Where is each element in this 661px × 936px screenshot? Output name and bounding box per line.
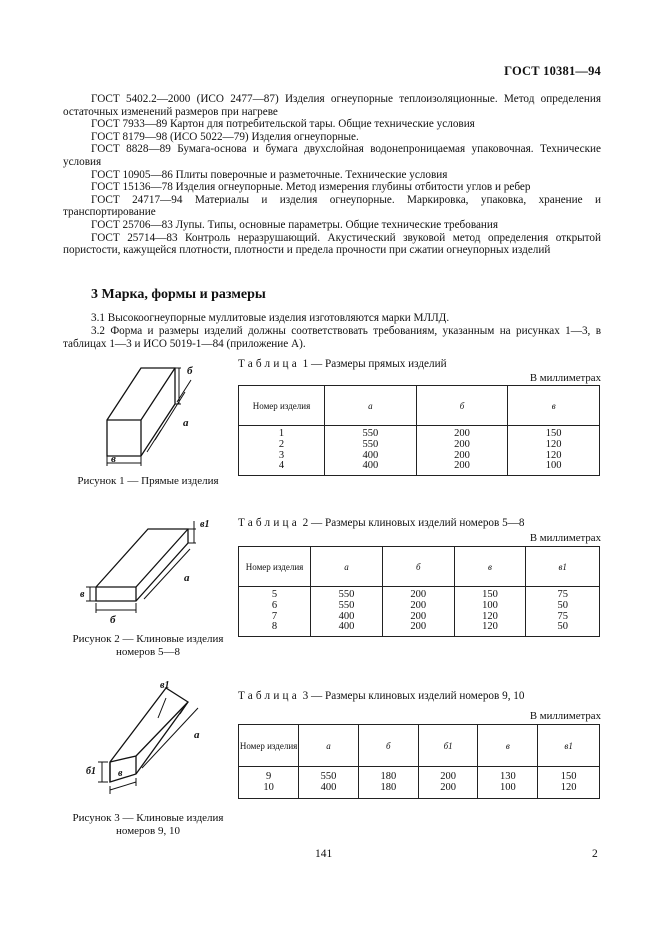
cell: 130 bbox=[499, 770, 516, 782]
table-row bbox=[239, 426, 600, 476]
cell: 200 bbox=[440, 770, 456, 782]
table-2-header: Номер изделия bbox=[239, 547, 311, 587]
cell: 1 bbox=[278, 427, 285, 439]
figure-2-label-b: б bbox=[110, 614, 116, 625]
table-3-unit: В миллиметрах bbox=[529, 710, 601, 722]
cell: 550 bbox=[338, 588, 355, 600]
cell: 75 bbox=[557, 610, 568, 622]
table-2-unit: В миллиметрах bbox=[529, 532, 601, 544]
cell: 120 bbox=[545, 438, 562, 450]
figure-3-label-v: в bbox=[118, 768, 123, 779]
cell: 50 bbox=[557, 599, 568, 611]
cell: 400 bbox=[338, 610, 355, 622]
table-2-header: в1 bbox=[526, 547, 600, 587]
page-number-center: 141 bbox=[315, 848, 333, 860]
cell: 400 bbox=[320, 781, 337, 793]
cell: 200 bbox=[410, 610, 427, 622]
table-2-header: а bbox=[311, 547, 383, 587]
table-1-caption-word: Таблица bbox=[238, 358, 300, 370]
figure-2-caption: Рисунок 2 — Клиновые изделия номеров 5—8 bbox=[72, 633, 224, 658]
table-3-header: в bbox=[478, 725, 538, 767]
table-1-col-a bbox=[325, 426, 417, 476]
table-1-unit: В миллиметрах bbox=[529, 372, 601, 384]
cell: 200 bbox=[454, 449, 470, 461]
cell: 120 bbox=[560, 781, 577, 793]
cell: 120 bbox=[482, 610, 498, 622]
cell: 120 bbox=[482, 621, 498, 633]
cell: 4 bbox=[278, 460, 285, 472]
cell: 100 bbox=[499, 781, 516, 793]
table-3-caption-word: Таблица bbox=[238, 690, 300, 702]
table-row bbox=[239, 767, 600, 799]
table-2-caption-word: Таблица bbox=[238, 517, 300, 529]
table-2-col-v bbox=[454, 587, 526, 637]
table-2-col-a bbox=[311, 587, 383, 637]
cell: 550 bbox=[338, 599, 355, 611]
figure-1-label-a: а bbox=[183, 417, 189, 429]
figure-3-caption: Рисунок 3 — Клиновые изделия номеров 9, 10 bbox=[72, 812, 224, 837]
table-3-header: б bbox=[358, 725, 418, 767]
cell: 7 bbox=[271, 610, 278, 622]
figure-1-straight-brick-drawing bbox=[95, 358, 215, 470]
cell: 8 bbox=[271, 621, 278, 633]
table-3-caption bbox=[238, 690, 524, 702]
section-title: 3 Марка, формы и размеры bbox=[91, 287, 266, 302]
cell: 6 bbox=[271, 599, 278, 611]
table-3-col-v1 bbox=[538, 767, 600, 799]
figure-1-label-v: в bbox=[111, 453, 116, 465]
cell: 200 bbox=[454, 460, 470, 472]
table-2-col-b bbox=[382, 587, 454, 637]
cell: 10 bbox=[263, 781, 274, 793]
cell: 5 bbox=[271, 588, 278, 600]
cell: 3 bbox=[278, 449, 285, 461]
reference-item: ГОСТ 24717—94 Материалы и изделия огнеупорные. Маркировка, упаковка, хранение и транспортирование bbox=[63, 193, 601, 219]
cell: 100 bbox=[545, 460, 562, 472]
reference-item: ГОСТ 25714—83 Контроль неразрушающий. Акустический звуковой метод определения открытой пористости, кажущейся плотности, плотности и предела прочности при сжатии огнеупорных изделий bbox=[63, 231, 601, 257]
table-1-header: в bbox=[508, 386, 600, 426]
cell: 150 bbox=[545, 427, 562, 439]
table-1-header: Номер изделия bbox=[239, 386, 325, 426]
cell: 200 bbox=[440, 781, 456, 793]
table-1 bbox=[238, 385, 600, 476]
cell: 400 bbox=[362, 449, 379, 461]
table-3-header: б1 bbox=[418, 725, 478, 767]
table-3-header: в1 bbox=[538, 725, 600, 767]
reference-item: ГОСТ 25706—83 Лупы. Типы, основные параметры. Общие технические требования bbox=[91, 218, 499, 231]
cell: 100 bbox=[482, 599, 498, 611]
table-1-col-b bbox=[416, 426, 508, 476]
table-2-caption-text: 2 — Размеры клиновых изделий номеров 5—8 bbox=[302, 517, 525, 529]
cell: 400 bbox=[338, 621, 355, 633]
cell: 150 bbox=[482, 588, 498, 600]
document-code-header: ГОСТ 10381—94 bbox=[504, 64, 601, 78]
table-1-header: а bbox=[325, 386, 417, 426]
cell: 400 bbox=[362, 460, 379, 472]
table-2-header: в bbox=[454, 547, 526, 587]
cell: 180 bbox=[380, 781, 397, 793]
cell: 200 bbox=[410, 621, 427, 633]
page-number-right: 2 bbox=[592, 848, 598, 860]
cell: 180 bbox=[380, 770, 397, 782]
reference-item: ГОСТ 8828—89 Бумага-основа и бумага двухслойная водонепроницаемая упаковочная. Технические условия bbox=[63, 143, 601, 168]
cell: 550 bbox=[362, 438, 379, 450]
table-2-col-number bbox=[239, 587, 311, 637]
table-3 bbox=[238, 724, 600, 799]
table-3-col-b1 bbox=[418, 767, 478, 799]
reference-item: ГОСТ 7933—89 Картон для потребительской тары. Общие технические условия bbox=[91, 118, 475, 131]
paragraph-3-2: 3.2 Форма и размеры изделий должны соответствовать требованиям, указанным на рисунках 1—3, в таблицах 1—3 и ИСО 5019-1—84 (приложение А). bbox=[63, 325, 601, 350]
cell: 550 bbox=[320, 770, 337, 782]
table-1-col-v bbox=[508, 426, 600, 476]
table-row bbox=[239, 587, 600, 637]
reference-item: ГОСТ 15136—78 Изделия огнеупорные. Метод измерения глубины отбитости углов и ребер bbox=[91, 181, 531, 194]
reference-item: ГОСТ 8179—98 (ИСО 5022—79) Изделия огнеупорные. bbox=[91, 130, 359, 143]
figure-3-label-b1: б1 bbox=[86, 766, 96, 777]
reference-item: ГОСТ 10905—86 Плиты поверочные и разметочные. Технические условия bbox=[91, 168, 448, 181]
figure-1-label-b: б bbox=[187, 365, 193, 377]
figure-2-label-a: а bbox=[184, 572, 190, 584]
paragraph-3-1: 3.1 Высокоогнеупорные муллитовые изделия изготовляются марки МЛЛД. bbox=[91, 312, 450, 324]
figure-2-label-v: в bbox=[80, 589, 85, 600]
cell: 200 bbox=[410, 599, 427, 611]
figure-3-label-v1: в1 bbox=[160, 680, 170, 691]
table-2-caption bbox=[238, 517, 524, 529]
table-1-caption-text: 1 — Размеры прямых изделий bbox=[302, 358, 447, 370]
figure-3-wedge-brick-drawing bbox=[80, 678, 220, 806]
normative-references bbox=[63, 93, 601, 257]
table-1-caption bbox=[238, 358, 447, 370]
cell: 9 bbox=[265, 770, 272, 782]
table-2-header: б bbox=[382, 547, 454, 587]
cell: 50 bbox=[557, 621, 568, 633]
table-3-col-a bbox=[299, 767, 359, 799]
figure-3-label-a: а bbox=[194, 729, 200, 741]
table-3-header: Номер изделия bbox=[239, 725, 299, 767]
cell: 550 bbox=[362, 427, 379, 439]
table-3-caption-text: 3 — Размеры клиновых изделий номеров 9, 10 bbox=[302, 690, 525, 702]
table-3-col-number bbox=[239, 767, 299, 799]
cell: 75 bbox=[557, 588, 568, 600]
figure-2-label-v1: в1 bbox=[200, 519, 210, 530]
table-2-col-v1 bbox=[526, 587, 600, 637]
cell: 120 bbox=[545, 449, 562, 461]
table-3-col-b bbox=[358, 767, 418, 799]
cell: 2 bbox=[278, 438, 285, 450]
cell: 200 bbox=[410, 588, 427, 600]
table-2 bbox=[238, 546, 600, 637]
reference-item: ГОСТ 5402.2—2000 (ИСО 2477—87) Изделия огнеупорные теплоизоляционные. Метод определения остаточных изменений размеров при нагреве bbox=[63, 93, 601, 118]
table-1-header: б bbox=[416, 386, 508, 426]
table-1-col-number bbox=[239, 426, 325, 476]
cell: 150 bbox=[560, 770, 577, 782]
table-3-header: а bbox=[299, 725, 359, 767]
figure-2-wedge-brick-drawing bbox=[80, 513, 220, 625]
table-3-col-v bbox=[478, 767, 538, 799]
cell: 200 bbox=[454, 438, 470, 450]
figure-1-caption: Рисунок 1 — Прямые изделия bbox=[77, 475, 219, 487]
cell: 200 bbox=[454, 427, 470, 439]
